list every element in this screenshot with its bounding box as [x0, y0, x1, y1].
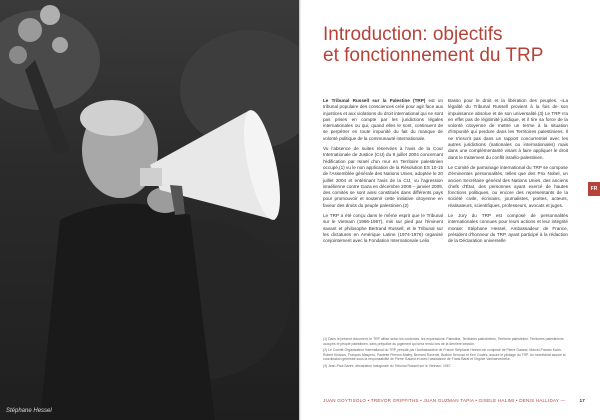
paragraph-text: est un tribunal populaire des consciences créé pour agir face aux injustices et aux violations du droit international qui ne sont pas prises en compte par les juridictions légales internationales ou qui, quand elles le sont, continuent de se perpétrer en toute impunité du fait du manque de volonté politique de la communauté internationale. [323, 98, 443, 141]
paragraph: Le Jury du TRP est composé de personnalités internationales connues pour leurs actions et leur intégrité morale: Stéphane Hessel, Ambassadeur de France, président d'honneur du TRP, ayant participé à la rédaction de la Déclaration universelle [448, 213, 568, 244]
text-column-left [323, 98, 443, 249]
footnote: (3) Jean-Paul Sartre, déclaration inaugurale du Tribunal Russell sur le Vietnam, 1967. [323, 363, 452, 368]
paragraph: Basso pour le droit et la libération des peuples. «La légalité du Tribunal Russell provient à la fois de son impuissance absolue et de son universalité.(3) Le TRP n'a en effet pas de légitimité juridique, et il tire sa force de la volonté citoyenne de mettre un terme à la situation d'impunité qui perdure dans les Territoires palestiniens. Il ne s'inscrit pas dans un rapport concurrentiel avec les autres juridictions (nationales ou internationales) mais dans une complémentarité visant à faire appliquer le droit dans le traitement du conflit israélo-palestinien. [448, 98, 568, 160]
paragraph: Le TRP a été conçu dans le même esprit que le Tribunal sur le Vietnam (1966-1967), mis sur pied par l'éminent savant et philosophe Bertrand Russell, et le Tribunal sur les dictatures en Amérique Latine (1974-1976) organisé conjointement avec la Fondation Internationale Lelio [323, 213, 443, 244]
paragraph: Le Comité de parrainage international du TRP se compose d'éminentes personnalités, telles que des Prix Nobel, un ancien Secrétaire général des Nations Unies, des anciens chefs d'État, des personnes ayant exercé de hautes fonctions politiques, ou encore des représentants de la société civile, écrivains, journalistes, poètes, acteurs, réalisateurs, scientifiques, professeurs, avocats et juges. [448, 164, 568, 208]
paragraph: Vu l'absence de suites réservées à l'avis de la Cour Internationale de Justice (CIJ) du 9 juillet 2004 concernant l'édification par Israël d'un mur en Territoire palestinien occupé,(1) vu le non application de la Résolution ES 10-15 de l'Assemblée générale des Nations Unies, adoptée le 20 juillet 2004 et entérinant l'avis de la CIJ, vu l'agression israélienne contre Gaza en décembre 2008 – janvier 2009, des comités se sont ainsi constitués dans différents pays pour promouvoir et soutenir cette initiative citoyenne en faveur des droits du peuple palestinien.(2) [323, 146, 443, 208]
footnotes [323, 337, 568, 370]
paragraph [323, 98, 443, 142]
photo-page [0, 0, 299, 420]
footnote: (2) Le Comité Organisateur International du TRP, présidé par l'Ambassadeur de France Stéphane Hessel est composé de Pierre Galand, Marcel-Francis Kahn, Robert Kissous, François Maspero, Paulette Pierson-Mathy, Bernard Ravenel, Brahim Senouci et Ken Coates, assure le pilotage du TRP. Un secrétariat assure la coordination générale sous la responsabilité de Pierre Galand et avec l'assistance de Frank Barat et Virginie Vanhaeverbeke. [323, 347, 566, 362]
footnote: (1) Dans le présent document, le TRP utilise selon les contextes, les expressions: Palestine, Territoires palestiniens, Territoire palestinien, Territoires palestiniens occupés et peuple palestinien, sans préjudice du jugement qui sera rendu lors de la dernière session. [323, 337, 564, 346]
page-title [323, 24, 563, 66]
language-tab: FR [588, 182, 600, 196]
title-line-1: Introduction: objectifs [323, 24, 503, 45]
footer-names: JUAN GOYTISOLO • TREVOR GRIFFITHS • JUAN GUZMAN TAPIA • GISELE HALIMI • DENIS HALLIDAY — [323, 398, 566, 403]
text-page [301, 0, 600, 420]
page-number: 17 [579, 398, 585, 403]
photo-credit: Stéphane Hessel [6, 408, 52, 414]
page-footer [323, 398, 585, 403]
megaphone-photo [0, 0, 299, 420]
title-line-2: et fonctionnement du TRP [323, 45, 544, 66]
paragraph-lead: Le Tribunal Russell sur la Palestine (TRP) [323, 98, 426, 103]
text-column-right [448, 98, 568, 249]
